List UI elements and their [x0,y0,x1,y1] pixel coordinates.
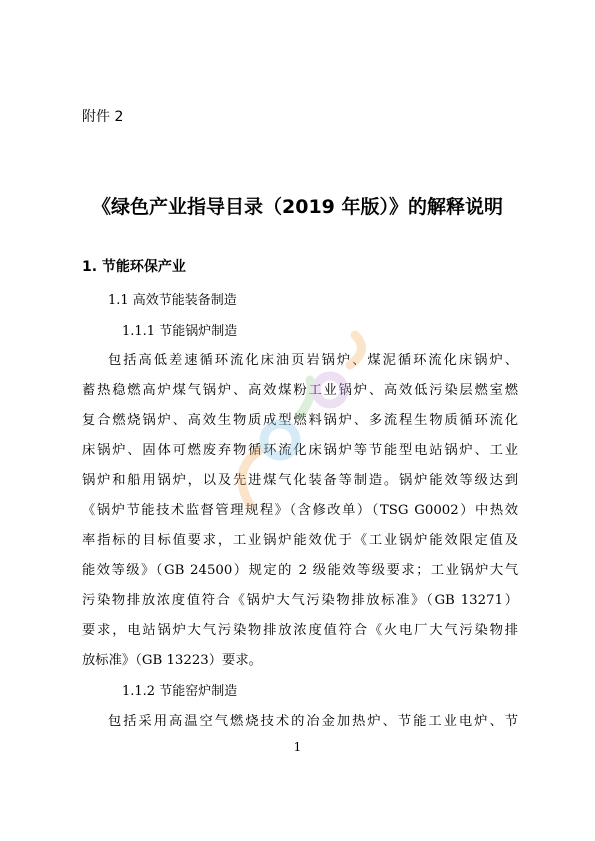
paragraph-line: 率指标的目标值要求，工业锅炉能效优于《工业锅炉能效限定值及 [82,533,518,548]
attachment-label: 附件 2 [82,109,124,125]
section-heading-1-1: 1.1 高效节能装备制造 [108,293,237,308]
paragraph-line: 能效等级》（GB 24500）规定的 2 级能效等级要求；工业锅炉大气 [82,563,518,578]
paragraph-line: 要求，电站锅炉大气污染物排放浓度值符合《火电厂大气污染物排 [82,623,518,638]
paragraph-line: 放标准》（GB 13223）要求。 [82,653,262,668]
section-heading-1-1-1: 1.1.1 节能锅炉制造 [122,324,238,339]
paragraph-line: 复合燃烧锅炉、高效生物质成型燃料锅炉、多流程生物质循环流化 [82,413,518,428]
document-title: 《绿色产业指导目录（2019 年版）》的解释说明 [92,196,503,218]
paragraph-line: 包括高低差速循环流化床油页岩锅炉、煤泥循环流化床锅炉、 [108,353,518,368]
paragraph-line: 锅炉和船用锅炉，以及先进煤气化装备等制造。锅炉能效等级达到 [82,473,518,488]
paragraph-line: 污染物排放浓度值符合《锅炉大气污染物排放标准》（GB 13271） [82,593,518,608]
page-number: 1 [293,740,302,754]
watermark-logo [220,320,390,520]
section-heading-1-1-2: 1.1.2 节能窑炉制造 [122,684,238,699]
paragraph-line: 《锅炉节能技术监督管理规程》（含修改单）（TSG G0002）中热效 [82,503,518,518]
section-heading-1: 1. 节能环保产业 [82,259,186,275]
paragraph-line: 包括采用高温空气燃烧技术的冶金加热炉、节能工业电炉、节 [108,714,518,729]
paragraph-line: 蓄热稳燃高炉煤气锅炉、高效煤粉工业锅炉、高效低污染层燃室燃 [82,383,518,398]
paragraph-line: 床锅炉、固体可燃废弃物循环流化床锅炉等节能型电站锅炉、工业 [82,443,518,458]
